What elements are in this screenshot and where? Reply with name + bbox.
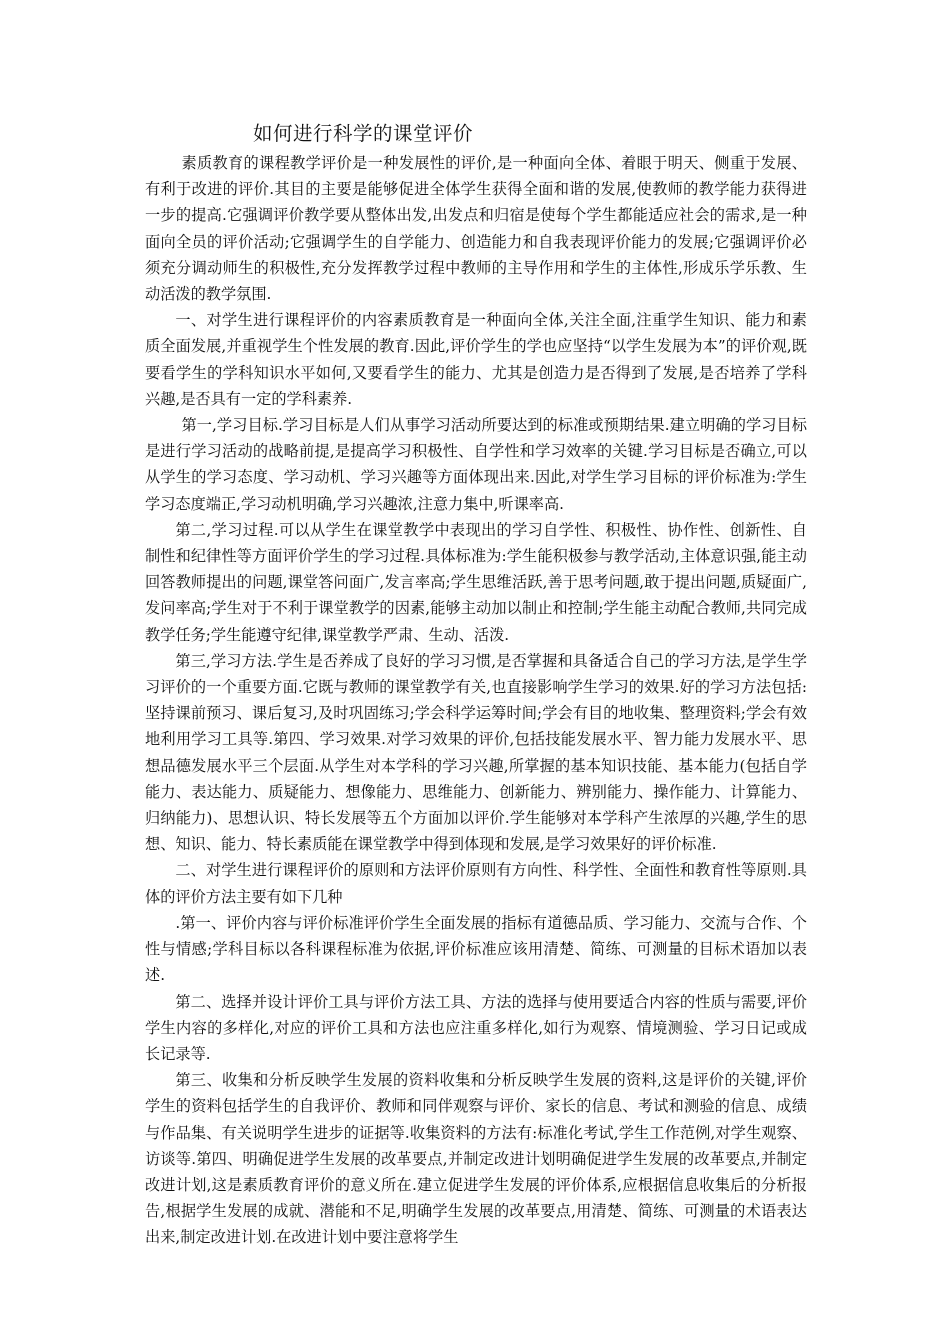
- paragraph-evaluation-content: .第一、评价内容与评价标准评价学生全面发展的指标有道德品质、学习能力、交流与合作、个性与情感;学科目标以各科课程标准为依据,评价标准应该用清楚、简练、可测量的目标术语加以表述.: [145, 913, 807, 985]
- document-title: 如何进行科学的课堂评价: [253, 122, 474, 145]
- paragraph-section-1: 一、对学生进行课程评价的内容素质教育是一种面向全体,关注全面,注重学生知识、能力和素质全面发展,并重视学生个性发展的教育.因此,评价学生的学也应坚持“以学生发展为本”的评价观,既要看学生的学科知识水平如何,又要看学生的能力、尤其是创造力是否得到了发展,是否培养了学科兴趣,是否具有一定的学科素养.: [145, 311, 807, 408]
- paragraph-learning-methods: 第三,学习方法.学生是否养成了良好的学习习惯,是否掌握和具备适合自己的学习方法,是学生学习评价的一个重要方面.它既与教师的课堂教学有关,也直接影响学生学习的效果.好的学习方法包括:坚持课前预习、课后复习,及时巩固练习;学会科学运筹时间;学会有目的地收集、整理资料;学会有效地利用学习工具等.第四、学习效果.对学习效果的评价,包括技能发展水平、智力能力发展水平、思想品德发展水平三个层面.从学生对本学科的学习兴趣,所掌握的基本知识技能、基本能力(包括自学能力、表达能力、质疑能力、想像能力、思维能力、创新能力、辨别能力、操作能力、计算能力、归纳能力)、思想认识、特长发展等五个方面加以评价.学生能够对本学科产生浓厚的兴趣,学生的思想、知识、能力、特长素质能在课堂教学中得到体现和发展,是学习效果好的评价标准.: [145, 651, 807, 854]
- paragraph-section-2: 二、对学生进行课程评价的原则和方法评价原则有方向性、科学性、全面性和教育性等原则.具体的评价方法主要有如下几种: [145, 861, 807, 906]
- document-page: [145, 118, 807, 1251]
- paragraph-learning-process: 第二,学习过程.可以从学生在课堂教学中表现出的学习自学性、积极性、协作性、创新性、自制性和纪律性等方面评价学生的学习过程.具体标准为:学生能积极参与教学活动,主体意识强,能主动回答教师提出的问题,课堂答问面广,发言率高;学生思维活跃,善于思考问题,敢于提出问题,质疑面广,发问率高;学生对于不利于课堂教学的因素,能够主动加以制止和控制;学生能主动配合教师,共同完成教学任务;学生能遵守纪律,课堂教学严肃、生动、活泼.: [145, 520, 807, 644]
- paragraph-evaluation-tools: 第二、选择并设计评价工具与评价方法工具、方法的选择与使用要适合内容的性质与需要,评价学生内容的多样化,对应的评价工具和方法也应注重多样化,如行为观察、情境测验、学习日记或成长记录等.: [145, 992, 807, 1063]
- paragraph-learning-goals: 第一,学习目标.学习目标是人们从事学习活动所要达到的标准或预期结果.建立明确的学习目标是进行学习活动的战略前提,是提高学习积极性、自学性和学习效率的关键.学习目标是否确立,可以从学生的学习态度、学习动机、学习兴趣等方面体现出来.因此,对学生学习目标的评价标准为:学生学习态度端正,学习动机明确,学习兴趣浓,注意力集中,听课率高.: [145, 416, 807, 513]
- paragraph-data-collection: 第三、收集和分析反映学生发展的资料收集和分析反映学生发展的资料,这是评价的关键,评价学生的资料包括学生的自我评价、教师和同伴观察与评价、家长的信息、考试和测验的信息、成绩与作品集、有关说明学生进步的证据等.收集资料的方法有:标准化考试,学生工作范例,对学生观察、访谈等.第四、明确促进学生发展的改革要点,并制定改进计划明确促进学生发展的改革要点,并制定改进计划,这是素质教育评价的意义所在.建立促进学生发展的评价体系,应根据信息收集后的分析报告,根据学生发展的成就、潜能和不足,明确学生发展的改革要点,用清楚、简练、可测量的术语表达出来,制定改进计划.在改进计划中要注意将学生: [145, 1071, 807, 1247]
- paragraph-intro: 素质教育的课程教学评价是一种发展性的评价,是一种面向全体、着眼于明天、侧重于发展、有利于改进的评价.其目的主要是能够促进全体学生获得全面和谐的发展,使教师的教学能力获得进一步的提高.它强调评价教学要从整体出发,出发点和归宿是使每个学生都能适应社会的需求,是一种面向全员的评价活动;它强调学生的自学能力、创造能力和自我表现评价能力的发展;它强调评价必须充分调动师生的积极性,充分发挥教学过程中教师的主导作用和学生的主体性,形成乐学乐教、生动活泼的教学氛围.: [145, 154, 807, 304]
